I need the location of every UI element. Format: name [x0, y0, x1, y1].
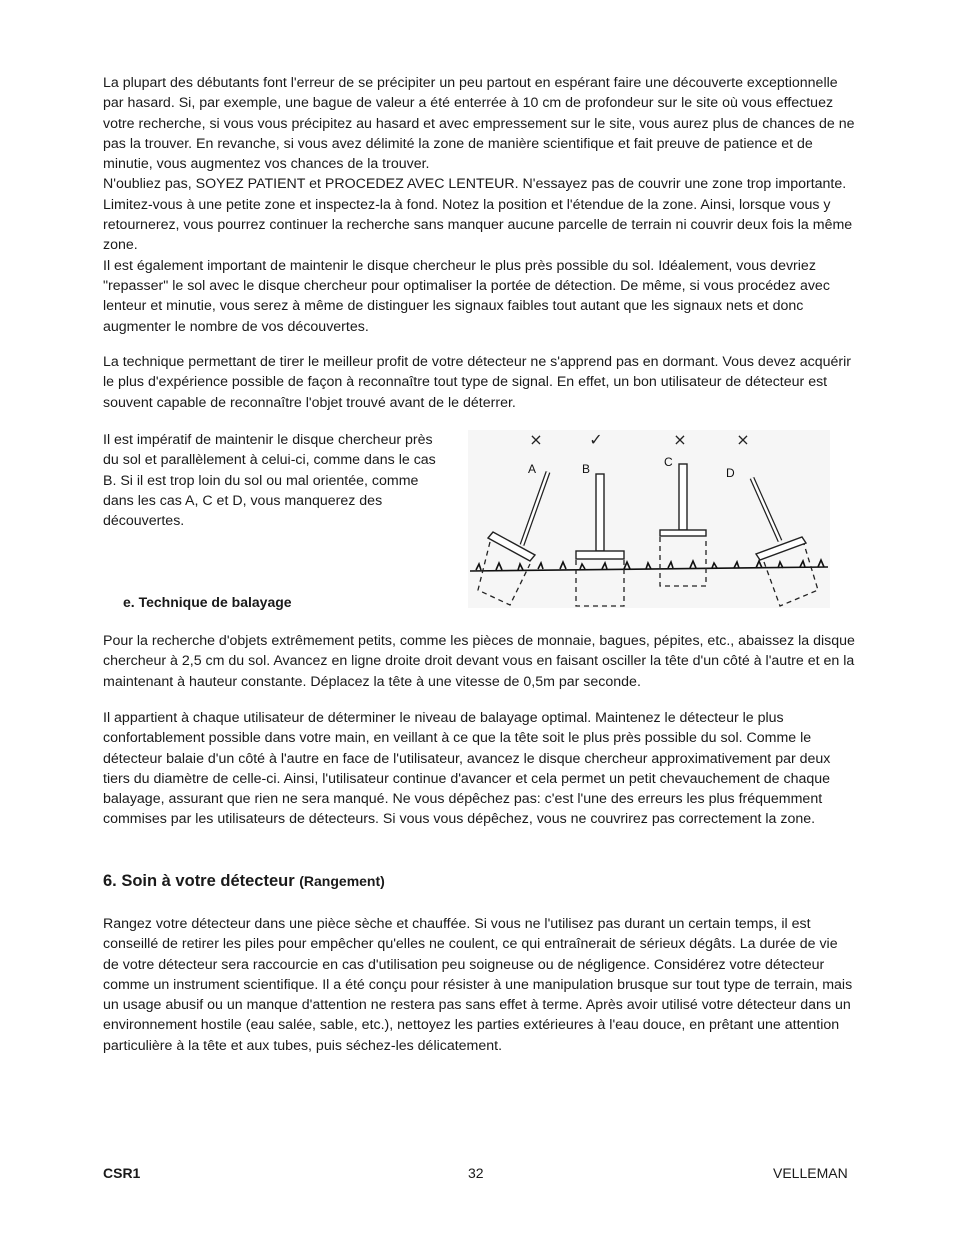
subsection-heading: e. Technique de balayage [123, 594, 292, 610]
figure-caption-text: Il est impératif de maintenir le disque chercheur près du sol et parallèlement à celui-ci, comme dans le cas B. Si il est trop loin du sol ou mal orientée, comme dans les cas A, C et D, vous manquerez des découvertes. [103, 432, 436, 530]
footer-page-number: 32 [468, 1165, 484, 1181]
balayage-paragraph-2: Il appartient à chaque utilisateur de déterminer le niveau de balayage optimal. Maintenez le détecteur le plus confortablement possible dans votre main, en veillant à ce que la tête soit le plus près possible du sol. Comme le détecteur balaie d'un côté à l'autre en face de l'utilisateur, avancez le disque chercheur approximativement par deux tiers du diamètre de celle-ci. Ainsi, l'utilisateur continue d'avancer et cela permet un petit chevauchement de chaque balayage, assurant que rien ne sera manqué. Ne vous dépêchez pas: c'est l'une des erreurs les plus fréquemment commises par les utilisateurs de détecteurs. Si vous vous dépêchez, vous ne couvrirez pas correctement la zone. [103, 710, 831, 828]
balayage-paragraph-1: Pour la recherche d'objets extrêmement petits, comme les pièces de monnaie, bagues, pépites, etc., abaissez la disque chercheur à 2,5 cm du sol. Avancez en ligne droite droit devant vous en faisant osciller la tête d'un côté à l'autre et en la maintenant à hauteur constante. Déplacez la tête à une vitesse de 0,5m par seconde. [103, 633, 855, 690]
mark-d: × [736, 430, 750, 449]
label-b: B [582, 462, 591, 476]
section-subtitle: (Rangement) [299, 873, 385, 889]
mark-a: × [529, 430, 543, 449]
label-c: C [664, 455, 673, 469]
section-title: 6. Soin à votre détecteur [103, 872, 295, 890]
search-coil-figure [468, 430, 830, 608]
label-a: A [528, 462, 537, 476]
mark-b: ✓ [589, 430, 603, 449]
section-heading [103, 871, 385, 891]
footer-model: CSR1 [103, 1165, 141, 1181]
intro-paragraph-3: Il est également important de maintenir le disque chercheur le plus près possible du sol. Idéalement, vous devriez "repasser" le sol avec le disque chercheur pour optimaliser la portée de détection. De même, si vous procédez avec lenteur et minutie, vous serez à même de distinguer les signaux faibles tout autant que les signaux nets et donc augmenter le nombre de vos découvertes. [103, 257, 830, 335]
intro-paragraph-1: La plupart des débutants font l'erreur de se précipiter un peu partout en espérant faire une découverte exceptionnelle par hasard. Si, par exemple, une bague de valeur a été enterrée à 10 cm de profondeur sur le site où vous effectuez votre recherche, si vous vous précipitez au hasard et avec empressement sur le site, vous aurez plus de chances de ne pas la trouver. En revanche, si vous avez délimité la zone de manière scientifique et fait preuve de patience et de minutie, vous augmentez vos chances de la trouver. [103, 75, 855, 173]
rangement-paragraph: Rangez votre détecteur dans une pièce sèche et chauffée. Si vous ne l'utilisez pas durant un certain temps, il est conseillé de retirer les piles pour empêcher qu'elles ne coulent, ce qui entraînerait de sérieux dégâts. La durée de vie de votre détecteur sera raccourcie en cas d'utilisation peu soigneuse ou de négligence. Considérez votre détecteur comme un instrument scientifique. Il a été conçu pour résister à une manipulation brusque sur tout type de terrain, mais un usage abusif ou un manque d'attention ne restera pas sans effet à terme. Après avoir utilisé votre détecteur dans un environnement hostile (eau salée, sable, etc.), nettoyez les parties extérieures à l'eau douce, en prêtant une attention particulière à la tête et aux tubes, puis séchez-les délicatement. [103, 916, 853, 1054]
footer-brand: VELLEMAN [773, 1165, 848, 1181]
intro-paragraph-2: N'oubliez pas, SOYEZ PATIENT et PROCEDEZ AVEC LENTEUR. N'essayez pas de couvrir une zone trop importante. Limitez-vous à une petite zone et inspectez-la à fond. Notez la position et l'étendue de la zone. Ainsi, lorsque vous y retournerez, vous pourrez continuer la recherche sans manquer aucune parcelle de terrain ni couvrir deux fois la même zone. [103, 176, 853, 254]
mark-c: × [673, 430, 687, 449]
intro-section [103, 73, 855, 337]
technique-paragraph: La technique permettant de tirer le meilleur profit de votre détecteur ne s'apprend pas en dormant. Vous devez acquérir le plus d'expérience possible de façon à reconnaître tout type de signal. En effet, un bon utilisateur de détecteur est souvent capable de reconnaître l'objet trouvé avant de le déterrer. [103, 354, 851, 411]
label-d: D [726, 466, 735, 480]
